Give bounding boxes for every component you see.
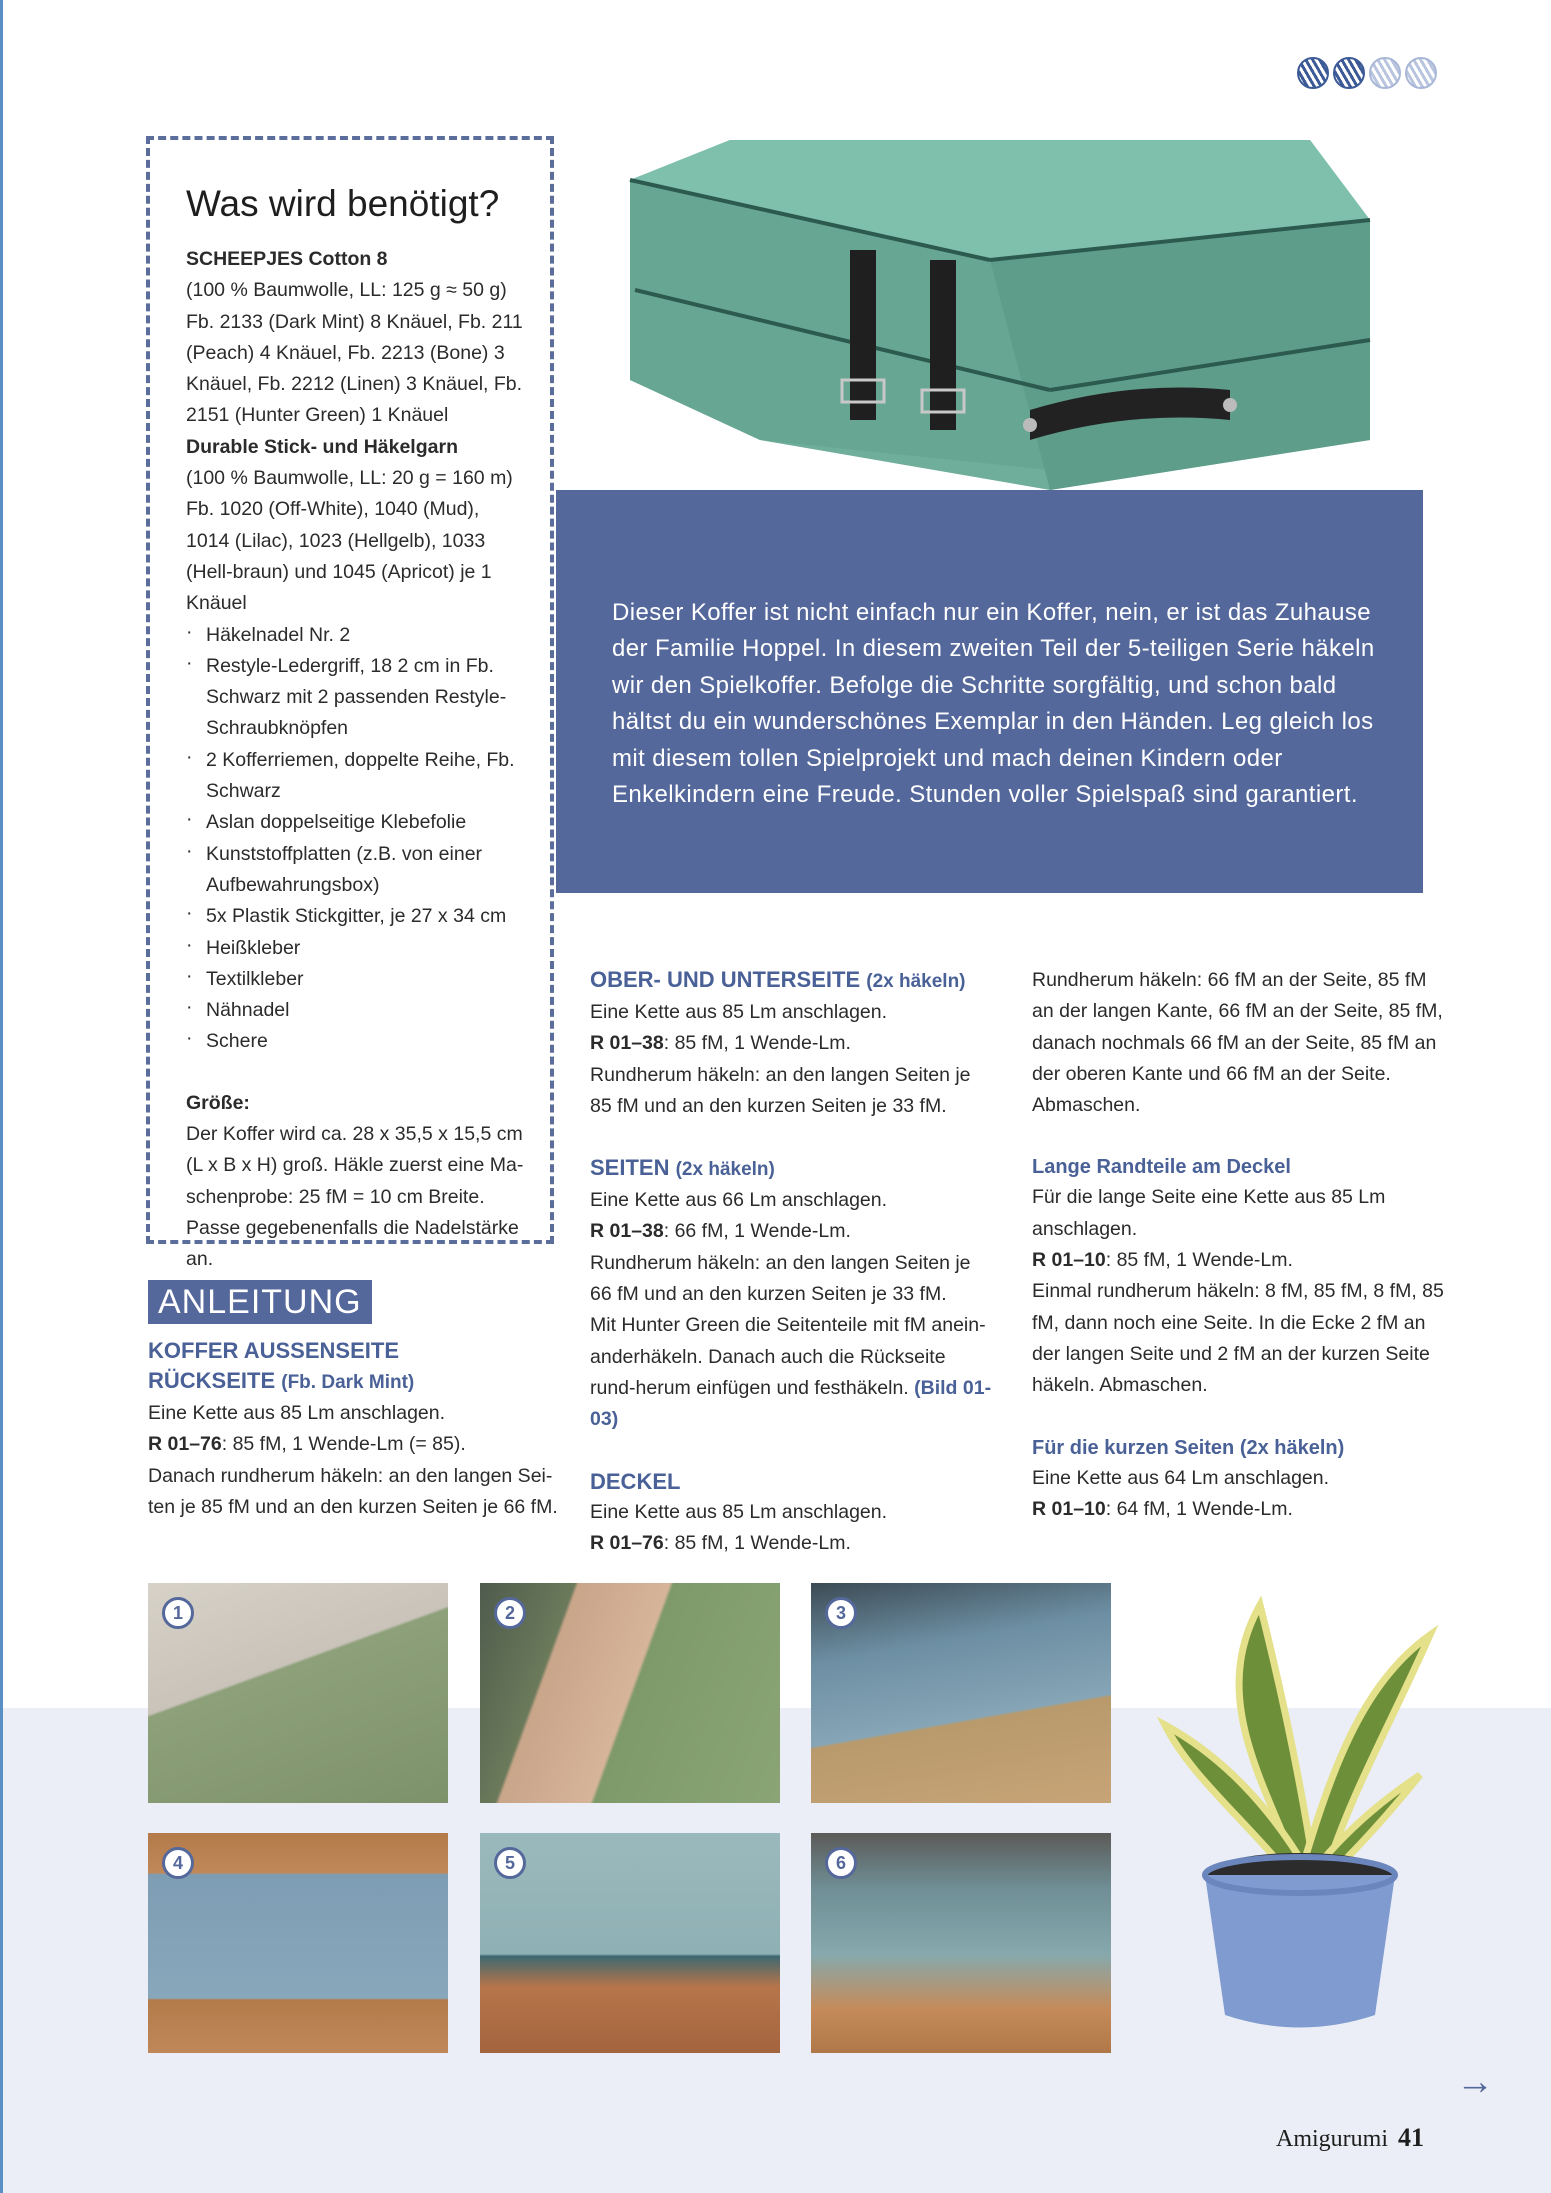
step-photo bbox=[480, 1833, 780, 2053]
step-photo bbox=[148, 1583, 448, 1803]
yarn-ball-icon bbox=[1405, 57, 1437, 89]
instructions-column-1 bbox=[148, 1336, 560, 1523]
instruction-line: Rundherum häkeln: 66 fM an der Seite, 85 fM an der langen Kante, 66 fM an der Seite, 85 fM, danach nochmals 66 fM an der Seite, 85 fM an der oberen Kante und 66 fM an der Seite. Abmaschen. bbox=[1032, 969, 1443, 1117]
step-number-badge: 5 bbox=[494, 1847, 526, 1879]
instruction-line: Eine Kette aus 64 Lm anschlagen. bbox=[1032, 1466, 1330, 1489]
magazine-name: Amigurumi bbox=[1276, 2126, 1388, 2152]
instruction-line: Eine Kette aus 85 Lm anschlagen. bbox=[148, 1402, 446, 1424]
section-heading: KOFFER AUSSENSEITE bbox=[148, 1338, 399, 1363]
list-item: · Restyle-Ledergriff, 18 2 cm in Fb. Schwarz mit 2 passenden Restyle-Schraubknöpfen bbox=[186, 651, 526, 745]
instruction-line: Danach rundherum häkeln: an den langen Sei-ten je 85 fM und an den kurzen Seiten je 66 fM. bbox=[148, 1464, 558, 1518]
step-number-badge: 4 bbox=[162, 1847, 194, 1879]
instruction-line: Für die lange Seite eine Kette aus 85 Lm anschlagen. bbox=[1032, 1186, 1386, 1240]
page-footer bbox=[1276, 2123, 1424, 2153]
step-number-badge: 2 bbox=[494, 1597, 526, 1629]
list-item: · Aslan doppelseitige Klebefolie bbox=[186, 807, 526, 838]
intro-text: Dieser Koffer ist nicht einfach nur ein Koffer, nein, er ist das Zuhause der Familie Hoppel. In diesem zweiten Teil der 5-teiligen Serie häkeln wir den Spielkoffer. Befolge die Schritte sorgfältig, und schon bald hältst du ein wunderschönes Exemplar in den Händen. Leg gleich los mit diesem tollen Spielprojekt und mach deinen Kindern oder Enkelkindern eine Freude. Stunden voller Spielspaß sind garantiert. bbox=[612, 599, 1375, 809]
size-title: Größe: bbox=[186, 1091, 250, 1114]
instructions-column-2 bbox=[590, 965, 996, 1559]
row-label: R 01–10 bbox=[1032, 1497, 1106, 1520]
step-photo bbox=[811, 1583, 1111, 1803]
instruction-line: Eine Kette aus 85 Lm anschlagen. bbox=[590, 1001, 888, 1023]
instruction-line: Rundherum häkeln: an den langen Seiten je 66 fM und an den kurzen Seiten je 33 fM. bbox=[590, 1251, 971, 1306]
step-photo bbox=[148, 1833, 448, 2053]
row-label: R 01–38 bbox=[590, 1220, 664, 1243]
row-label: R 01–38 bbox=[590, 1032, 664, 1055]
section-note: (Fb. Dark Mint) bbox=[281, 1372, 415, 1393]
instruction-line: : 85 fM, 1 Wende-Lm (= 85). bbox=[221, 1433, 466, 1456]
instruction-line: : 85 fM, 1 Wende-Lm. bbox=[1105, 1249, 1293, 1272]
section-heading: Lange Randteile am Deckel bbox=[1032, 1156, 1291, 1179]
list-item: · Schere bbox=[186, 1026, 526, 1057]
instruction-line: Eine Kette aus 85 Lm anschlagen. bbox=[590, 1500, 888, 1523]
step-number-badge: 6 bbox=[825, 1847, 857, 1879]
next-page-arrow-icon: → bbox=[1456, 2061, 1494, 2103]
list-item: · Häkelnadel Nr. 2 bbox=[186, 620, 526, 651]
instruction-line: : 66 fM, 1 Wende-Lm. bbox=[663, 1220, 851, 1243]
section-label-anleitung: ANLEITUNG bbox=[148, 1280, 372, 1324]
list-item: · Nähnadel bbox=[186, 995, 526, 1026]
list-item: · 2 Kofferriemen, doppelte Reihe, Fb. Schwarz bbox=[186, 745, 526, 808]
instruction-line: Einmal rundherum häkeln: 8 fM, 85 fM, 8 fM, 85 fM, dann noch eine Seite. In die Ecke 2 fM an der langen Seite und 2 fM an der kurzen Seite häkeln. Abmaschen. bbox=[1032, 1280, 1444, 1397]
page-number: 41 bbox=[1398, 2123, 1424, 2152]
section-heading: RÜCKSEITE bbox=[148, 1368, 276, 1393]
row-label: R 01–76 bbox=[148, 1433, 222, 1456]
section-note: (2x häkeln) bbox=[675, 1159, 775, 1181]
list-item: · Heißkleber bbox=[186, 933, 526, 964]
instruction-line: Mit Hunter Green die Seitenteile mit fM anein-anderhäkeln. Danach auch die Rückseite rund-herum einfügen und festhäkeln. bbox=[590, 1314, 986, 1399]
yarn2-name: Durable Stick- und Häkelgarn bbox=[186, 435, 458, 458]
materials-list bbox=[186, 620, 526, 1058]
step-photo bbox=[811, 1833, 1111, 2053]
image-reference: (Bild 01-03) bbox=[590, 1376, 992, 1431]
section-note: (2x häkeln) bbox=[866, 971, 966, 992]
crochet-plant-image bbox=[1150, 1575, 1450, 2035]
list-item: · Textilkleber bbox=[186, 964, 526, 995]
section-heading: OBER- UND UNTERSEITE bbox=[590, 967, 861, 992]
step-number-badge: 3 bbox=[825, 1597, 857, 1629]
section-heading: SEITEN bbox=[590, 1155, 670, 1181]
step-photo bbox=[480, 1583, 780, 1803]
instruction-line: Eine Kette aus 66 Lm anschlagen. bbox=[590, 1189, 888, 1212]
instruction-line: : 64 fM, 1 Wende-Lm. bbox=[1105, 1497, 1293, 1520]
instruction-line: : 85 fM, 1 Wende-Lm. bbox=[663, 1531, 851, 1554]
yarn1-name: SCHEEPJES Cotton 8 bbox=[186, 248, 388, 270]
instructions-column-3 bbox=[1032, 965, 1452, 1525]
materials-box bbox=[146, 136, 554, 1271]
yarn-ball-icon bbox=[1369, 57, 1401, 89]
instruction-line: : 85 fM, 1 Wende-Lm. bbox=[663, 1032, 851, 1055]
page-edge-line bbox=[0, 0, 3, 2193]
suitcase-image bbox=[610, 140, 1390, 520]
yarn2-description: (100 % Baumwolle, LL: 20 g = 160 m) Fb. 1020 (Off-White), 1040 (Mud), 1014 (Lilac), 1023 (Hellgelb), 1033 (Hell-braun) und 1045 (Apricot) je 1 Knäuel bbox=[186, 467, 513, 615]
section-heading: Für die kurzen Seiten (2x häkeln) bbox=[1032, 1436, 1345, 1459]
section-heading: DECKEL bbox=[590, 1468, 681, 1494]
instruction-line: Rundherum häkeln: an den langen Seiten je 85 fM und an den kurzen Seiten je 33 fM. bbox=[590, 1063, 971, 1117]
difficulty-indicator bbox=[1297, 57, 1437, 89]
step-number-badge: 1 bbox=[162, 1597, 194, 1629]
size-text: Der Koffer wird ca. 28 x 35,5 x 15,5 cm (L x B x H) groß. Häkle zuerst eine Ma-schenprobe: 25 fM = 10 cm Breite. Passe gegebenenfalls die Nadelstärke an. bbox=[186, 1123, 524, 1271]
yarn-ball-icon bbox=[1333, 57, 1365, 89]
row-label: R 01–10 bbox=[1032, 1249, 1106, 1272]
yarn-ball-icon bbox=[1297, 57, 1329, 89]
materials-title: Was wird benötigt? bbox=[186, 183, 500, 224]
list-item: · Kunststoffplatten (z.B. von einer Aufbewahrungsbox) bbox=[186, 839, 526, 902]
yarn1-description: (100 % Baumwolle, LL: 125 g ≈ 50 g) Fb. 2133 (Dark Mint) 8 Knäuel, Fb. 211 (Peach) 4 Knäuel, Fb. 2213 (Bone) 3 Knäuel, Fb. 2212 (Linen) 3 Knäuel, Fb. 2151 (Hunter Green) 1 Knäuel bbox=[186, 279, 523, 427]
list-item: · 5x Plastik Stickgitter, je 27 x 34 cm bbox=[186, 901, 526, 932]
row-label: R 01–76 bbox=[590, 1531, 664, 1554]
